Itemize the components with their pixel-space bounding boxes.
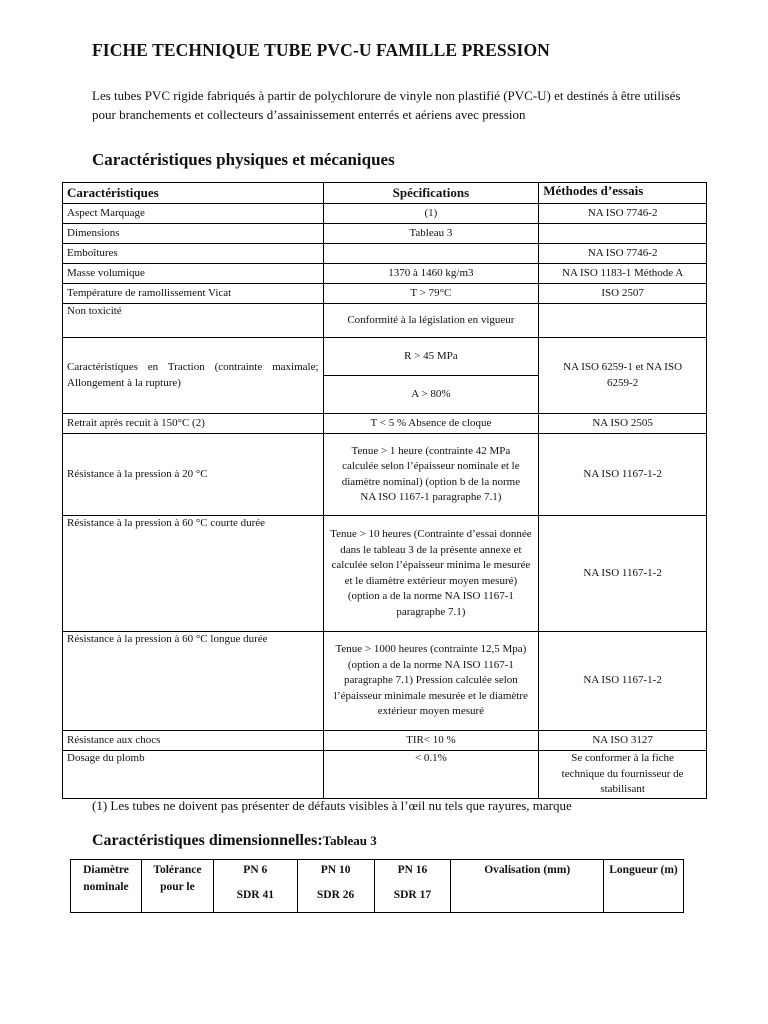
table-row [63,204,707,224]
characteristics-table [62,182,707,799]
sdr26-label: SDR 26 [316,889,355,901]
pn10-label: PN 10 [320,864,351,876]
table-header-row [71,860,684,913]
cell-specification: Tenue > 1 heure (contrainte 42 MPa calculée selon l’épaisseur nominale et le diamètre nominal) (option b de la norme NA ISO 1167-1 paragraphe 7.1) [323,434,539,516]
pn6-label: PN 6 [243,864,268,876]
cell-method: NA ISO 1167-1-2 [539,516,707,632]
table-row [63,284,707,304]
cell-specification: 1370 à 1460 kg/m3 [323,264,539,284]
section-heading-dimensional [92,832,377,850]
sdr17-label: SDR 17 [393,889,432,901]
section-heading-dimensional-text: Caractéristiques dimensionnelles: [92,832,323,849]
pn16-label: PN 16 [397,864,428,876]
cell-method [539,224,707,244]
document-title: FICHE TECHNIQUE TUBE PVC-U FAMILLE PRESSION [92,40,550,60]
cell-method: NA ISO 7746-2 [539,244,707,264]
cell-characteristic: Résistance aux chocs [63,731,324,751]
cell-method: NA ISO 6259-1 et NA ISO 6259-2 [539,338,707,414]
table-row [63,338,707,376]
table-header-row [63,183,707,204]
cell-characteristic: Emboîtures [63,244,324,264]
cell-method: NA ISO 1183-1 Méthode A [539,264,707,284]
cell-characteristic: Aspect Marquage [63,204,324,224]
cell-specification: R > 45 MPa [323,338,539,376]
cell-specification: Tableau 3 [323,224,539,244]
cell-specification: (1) [323,204,539,224]
cell-specification: T < 5 % Absence de cloque [323,414,539,434]
intro-paragraph: Les tubes PVC rigide fabriqués à partir de polychlorure de vinyle non plastifié (PVC-U) et destinés à être utilisés pour branchements et collecteurs d’assainissement enterrés et aériens avec pression [92,88,681,122]
table-row [63,264,707,284]
cell-specification: Tenue > 10 heures (Contrainte d’essai donnée dans le tableau 3 de la présente annexe et calculée selon l’épaisseur minima le mesurée et le diamètre extérieur moyen mesuré) (option a de la norme NA ISO 1167-1 paragraphe 7.1) [323,516,539,632]
cell-specification: T > 79°C [323,284,539,304]
table-row [63,434,707,516]
cell-specification: Conformité à la législation en vigueur [323,304,539,338]
cell-characteristic: Dosage du plomb [63,751,324,799]
cell-method: NA ISO 1167-1-2 [539,632,707,731]
cell-method: NA ISO 3127 [539,731,707,751]
header-pn10 [297,860,374,913]
cell-method: ISO 2507 [539,284,707,304]
sdr41-label: SDR 41 [236,889,274,901]
cell-method: NA ISO 2505 [539,414,707,434]
cell-method: NA ISO 1167-1-2 [539,434,707,516]
header-ovalisation: Ovalisation (mm) [451,860,604,913]
header-nominal-diameter: Diamètre nominale [71,860,142,913]
header-characteristics: Caractéristiques [63,183,324,204]
cell-method: NA ISO 7746-2 [539,204,707,224]
cell-characteristic: Température de ramollissement Vicat [63,284,324,304]
cell-characteristic: Retrait après recuit à 150°C (2) [63,414,324,434]
table-row [63,632,707,731]
cell-characteristic: Dimensions [63,224,324,244]
cell-specification: Tenue > 1000 heures (contrainte 12,5 Mpa) (option a de la norme NA ISO 1167-1 paragraphe 7.1) Pression calculée selon l’épaisseur minimale mesurée et le diamètre extérieur moyen mesuré [323,632,539,731]
table-row [63,244,707,264]
cell-specification: A > 80% [323,376,539,414]
table-row [63,731,707,751]
table-row [63,304,707,338]
table-row [63,414,707,434]
table-row [63,224,707,244]
header-tolerance: Tolérance pour le [141,860,213,913]
footnote: (1) Les tubes ne doivent pas présenter de défauts visibles à l’œil nu tels que rayures, marque [92,798,572,813]
cell-characteristic: Résistance à la pression à 20 °C [63,434,324,516]
cell-method [539,304,707,338]
table-row [63,751,707,799]
cell-characteristic: Résistance à la pression à 60 °C longue durée [63,632,324,731]
cell-specification [323,244,539,264]
dimensions-table [70,859,684,913]
header-length: Longueur (m) [604,860,684,913]
header-pn6 [213,860,297,913]
cell-method: Se conformer à la fiche technique du fournisseur de stabilisant [539,751,707,799]
section-heading-physical: Caractéristiques physiques et mécaniques [92,150,395,169]
header-specifications: Spécifications [323,183,539,204]
table-reference: Tableau 3 [322,833,377,848]
table-row [63,516,707,632]
cell-specification: TIR< 10 % [323,731,539,751]
cell-characteristic: Non toxicité [63,304,324,338]
header-test-methods: Méthodes d’essais [539,183,707,204]
header-pn16 [374,860,451,913]
cell-characteristic: Résistance à la pression à 60 °C courte durée [63,516,324,632]
cell-characteristic: Masse volumique [63,264,324,284]
cell-specification: < 0.1% [323,751,539,799]
cell-characteristic: Caractéristiques en Traction (contrainte maximale; Allongement à la rupture) [63,338,324,414]
